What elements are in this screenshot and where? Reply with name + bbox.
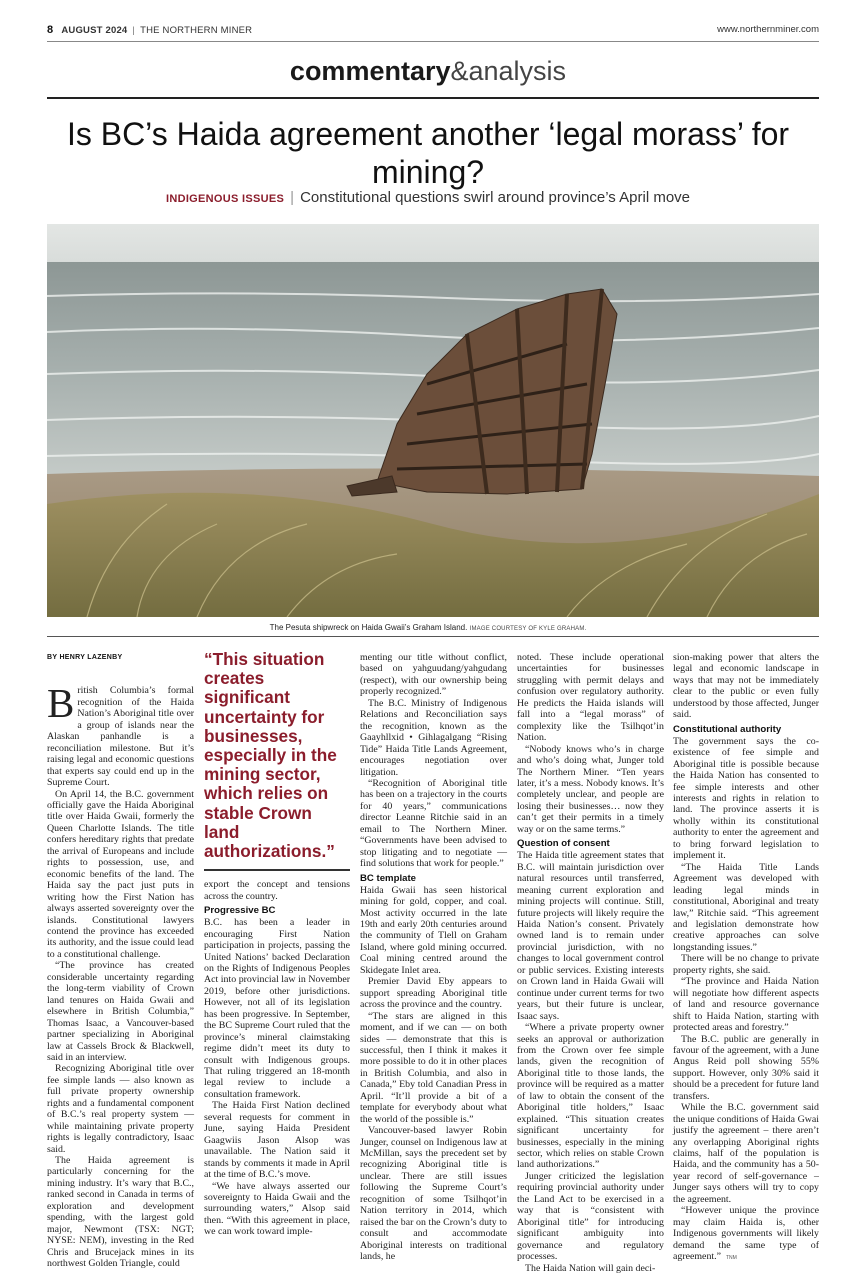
subhead-bc-template: BC template xyxy=(360,872,416,884)
paragraph: Premier David Eby appears to support spreading Aboriginal title across the province and the country. xyxy=(360,976,507,1011)
paragraph: B.C. has been a leader in encouraging First Nation participation in projects, passing the United Nations’ backed Declaration on the Rights of Indigenous Peoples Act into provincial law in November 2019, before other jurisdictions. However, not all of its legislation has been progressive. In September, the BC Supreme Court ruled that the province’s mineral claimstaking regime didn’t meet its duty to consult with Indigenous groups. That ruling triggered an 18-month legal review to include a consultation framework. xyxy=(204,917,350,1100)
paragraph: The B.C. Ministry of Indigenous Relations and Reconciliation says the recognition, known as the Gaayhllxid • Gihlagalgang “Rising Tide” Haida Title Lands Agreement, encourages negotiation over litigation. xyxy=(360,697,507,778)
paragraph: Junger criticized the legislation requiring provincial authority under the Land Act to be exercised in a way that is “consistent with Aboriginal title” for introducing significant ambiguity into governance and regulatory processes. xyxy=(517,1170,664,1263)
section-title-light: &analysis xyxy=(450,56,567,86)
final-paragraph xyxy=(673,1205,819,1264)
photo-caption xyxy=(0,623,856,632)
lead-paragraph xyxy=(47,680,194,789)
paragraph: “Recognition of Aboriginal title has been on a trajectory in the courts for 40 years,” communications director Leanne Ritchie said in an email to The Northern Miner. “Governments have been advised to stop litigating and to negotiate — find solutions that work for people.” xyxy=(360,777,507,870)
subhead-constitutional-authority: Constitutional authority xyxy=(673,723,782,735)
header-rule xyxy=(47,41,819,42)
kicker-separator: | xyxy=(290,189,295,206)
article-headline: Is BC’s Haida agreement another ‘legal morass’ for mining? xyxy=(66,116,790,190)
paragraph: The government says the co-existence of fee simple and Aboriginal title is possible because the Haida Nation has consented to fee simple interests and other interests and rights in relation to land. The province asserts it is wholly within its constitutional authority to enter the agreement and to bring forward legislation to implement it. xyxy=(673,735,819,862)
publication-name: THE NORTHERN MINER xyxy=(140,25,253,36)
kicker-tag: INDIGENOUS ISSUES xyxy=(165,193,285,205)
paragraph: The Haida Nation will gain deci- xyxy=(525,1262,656,1274)
paragraph: Haida Gwaii has seen historical mining for gold, copper, and coal. Most activity occurred in the late 19th and early 20th centuries around the community of Tlell on Graham Island, where gold mining occurred. Coal mining centred around the Skidegate Inlet area. xyxy=(360,884,507,976)
shipwreck-photo xyxy=(47,224,819,617)
article-column-3 xyxy=(360,652,507,1263)
header-left xyxy=(47,24,252,36)
page-header xyxy=(47,24,819,40)
byline: BY HENRY LAZENBY xyxy=(47,654,123,661)
subhead-question-of-consent: Question of consent xyxy=(517,838,610,850)
paragraph: While the B.C. government said the unique conditions of Haida Gwai justify the agreement – there aren’t any overlapping Aboriginal rights claims, half of the population is Haida, and the community has a 50-year record of self-governance – Junger says others will try to copy the agreement. xyxy=(673,1102,819,1205)
article-column-5 xyxy=(673,652,819,1265)
article-kicker xyxy=(0,189,856,206)
paragraph: “The province has created considerable uncertainty regarding the long-term viability of Crown land tenures on Haida Gwaii and elsewhere in British Columbia,” Thomas Isaac, a Vancouver-based partner specializing in Aboriginal law at Cassels Brock & Blackwell, said in an interview. xyxy=(47,960,194,1063)
paragraph: “We have always asserted our sovereignty to Haida Gwaii and the surrounding waters,” Alsop said then. “With this agreement in place, we can work toward imple- xyxy=(204,1180,350,1238)
photo-credit: IMAGE COURTESY OF KYLE GRAHAM. xyxy=(469,626,587,632)
paragraph: Recognizing Aboriginal title over fee simple lands — also known as full private property ownership rights and a fundamental component of B.C.’s real property system — while maintaining private property rights is legally contradictory, Isaac said. xyxy=(47,1063,194,1155)
paragraph: The Haida agreement is particularly concerning for the mining industry. It’s wary that B.C., ranked second in Canada in terms of exploration and development spending, with the largest gold major, Newmont (TSX: NGT; NYSE: NEM), investing in the Red Chris and Brucejack mines in its northwest Golden Triangle, could xyxy=(47,1155,194,1270)
paragraph: noted. These include operational uncertainties for businesses struggling with permit delays and confusion over regulatory authority. He predicts the Haida islands will fall into a “legal morass” of complexity like the Tsilhqot’in Nation. xyxy=(517,652,664,744)
paragraph: Vancouver-based lawyer Robin Junger, counsel on Indigenous law at McMillan, says the precedent set by recognizing Aboriginal title is unclear. There are still issues following the Supreme Court’s recognition of some Tsilhqot’in Nation territory in 2014, which raised the bar on the Crown’s duty to consult and accommodate Aboriginal interests on traditional lands, he xyxy=(360,1125,507,1263)
website-url[interactable]: www.northernminer.com xyxy=(717,24,819,35)
paragraph: “Nobody knows who’s in charge and who’s doing what, Junger told The Northern Miner. “Ten years later, it’s a mess. Nobody knows. It’s completely unclear, and people are losing their businesses… now they can’t get their permits in a timely way or on the same terms.” xyxy=(517,743,664,835)
paragraph: “The Haida Title Lands Agreement was developed with leading legal minds in constitutional, Aboriginal and treaty law,” Ritchie said. “This agreement and legislation demonstrate how creative approaches can solve longstanding issues.” xyxy=(673,861,819,953)
caption-text: The Pesuta shipwreck on Haida Gwaii’s Graham Island. xyxy=(269,623,468,632)
drop-cap: B xyxy=(47,680,75,727)
final-paragraph-text: “However unique the province may claim Haida is, other Indigenous governments will likely demand the same type of agreement.” xyxy=(673,1205,819,1263)
issue-date: AUGUST 2024 xyxy=(61,25,128,36)
paragraph: There will be no change to private property rights, she said. xyxy=(673,953,819,976)
paragraph: The B.C. public are generally in favour of the agreement, with a June Angus Reid poll showing 55% support. However, only 30% said it should be a precedent for future land transfers. xyxy=(673,1033,819,1102)
pull-quote: “This situation creates significant uncertainty for businesses, especially in the mining sector, which relies on stable Crown land authorizations.” xyxy=(204,649,337,862)
paragraph: “The province and Haida Nation will negotiate how different aspects of land and resource governance shift to Haida Nation, starting with protected areas and forestry.” xyxy=(673,976,819,1034)
paragraph: “Where a private property owner seeks an approval or authorization from the Crown over fee simple lands, given the recognition of Aboriginal title to those lands, the province will be required as a matter of law to obtain the consent of the Aboriginal title holders,” Isaac explained. “This situation creates significant uncertainty for businesses, especially in the mining sector, which relies on stable Crown land authorizations.” xyxy=(517,1022,664,1171)
article-column-1 xyxy=(47,652,194,1270)
kicker-text: Constitutional questions swirl around province’s April move xyxy=(300,189,690,206)
section-title xyxy=(0,56,856,87)
shipwreck-illustration xyxy=(47,224,819,617)
subhead-progressive-bc: Progressive BC xyxy=(204,905,276,917)
paragraph: menting our title without conflict, based on yahguudang/yahgudang (respect), with our ownership being properly recognized.” xyxy=(360,652,507,698)
article-column-4 xyxy=(517,652,664,1274)
paragraph: “The stars are aligned in this moment, and if we can — on both sides — demonstrate that this is successful, then I think it makes it more possible to do it in other places in British Columbia, and also in Canada,” Eby told Canadian Press in April. “It’ll provide a bit of a template for everybody about what the world of the possible is.” xyxy=(360,1010,507,1125)
paragraph: sion-making power that alters the legal and economic landscape in ways that may not be immediately clear to the public or even fully understood by those affected, Junger said. xyxy=(673,652,819,721)
header-separator: | xyxy=(132,25,136,36)
paragraph: The Haida title agreement states that B.C. will maintain jurisdiction over natural resources until transferred, meaning current exploration and mining projects will continue. Still, future projects will likely require the Haida Nation’s consent. Privately owned land is to remain under provincial jurisdiction, with no changes to local government control or public services. Existing interests on Crown land in Haida Gwaii will continue under current terms for two years, but their future is unclear, Isaac says. xyxy=(517,850,664,1022)
page-number: 8 xyxy=(47,24,54,36)
paragraph: On April 14, the B.C. government officially gave the Haida Aboriginal title over Haida Gwaii, formerly the Queen Charlotte Islands. The title confers hereditary rights that predate the arrival of Europeans and include rights to possession, use, and economic benefits of the land. The Haida say the pact just puts in writing how the First Nation has always asserted sovereignty over the islands. Constitutional lawyers contend the province has exceeded its authority, and the issue could lead to a constitutional challenge. xyxy=(47,788,194,960)
section-rule xyxy=(47,97,819,99)
lead-paragraph-text: ritish Columbia’s formal recognition of the Haida Nation’s Aboriginal title over a group of islands near the Alaskan panhandle is a reconciliation milestone. But it’s raising legal and economic questions that experts say could end up in the Supreme Court. xyxy=(47,685,194,789)
section-title-strong: commentary xyxy=(289,56,451,86)
article-column-2 xyxy=(204,649,350,1238)
pull-quote-rule xyxy=(204,869,350,871)
end-mark: TNM xyxy=(725,1255,737,1262)
caption-rule xyxy=(47,636,819,637)
paragraph: The Haida First Nation declined several requests for comment in June, saying Haida President Gaagwiis Jason Alsop was unavailable. The Nation said it stands by comments it made in April at the time of B.C.’s move. xyxy=(204,1100,350,1181)
paragraph: export the concept and tensions across the country. xyxy=(204,879,350,902)
